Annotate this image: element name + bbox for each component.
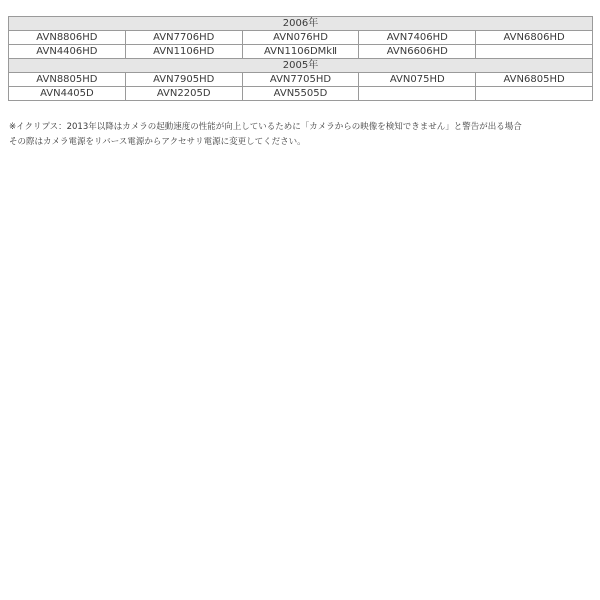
- model-cell: AVN4406HD: [9, 45, 126, 59]
- model-table: [8, 16, 593, 101]
- model-cell: AVN6806HD: [476, 31, 593, 45]
- model-cell: AVN4405D: [9, 87, 126, 101]
- table-row: [9, 31, 593, 45]
- model-cell: AVN8806HD: [9, 31, 126, 45]
- table-row: [9, 73, 593, 87]
- model-cell: AVN5505D: [242, 87, 359, 101]
- year-header-2006: 2006年: [9, 17, 593, 31]
- table-row: [9, 45, 593, 59]
- model-cell: AVN7705HD: [242, 73, 359, 87]
- year-header-2005: 2005年: [9, 59, 593, 73]
- model-cell: AVN075HD: [359, 73, 476, 87]
- model-cell: AVN076HD: [242, 31, 359, 45]
- model-cell: AVN2205D: [125, 87, 242, 101]
- table-row: [9, 87, 593, 101]
- model-cell: AVN7706HD: [125, 31, 242, 45]
- compatibility-note: [9, 120, 594, 150]
- model-cell: AVN6606HD: [359, 45, 476, 59]
- note-line-2: その際はカメラ電源をリバース電源からアクセサリ電源に変更してください。: [9, 137, 306, 147]
- year-header-row: [9, 59, 593, 73]
- note-line-1: ※イクリプス：2013年以降はカメラの起動速度の性能が向上しているために「カメラからの映像を検知できません」と警告が出る場合: [9, 122, 522, 132]
- empty-cell: [476, 87, 593, 101]
- model-cell: AVN1106DMkⅡ: [242, 45, 359, 59]
- empty-cell: [359, 87, 476, 101]
- model-cell: AVN6805HD: [476, 73, 593, 87]
- model-cell: AVN8805HD: [9, 73, 126, 87]
- year-header-row: [9, 17, 593, 31]
- model-cell: AVN7406HD: [359, 31, 476, 45]
- empty-cell: [476, 45, 593, 59]
- model-cell: AVN1106HD: [125, 45, 242, 59]
- model-cell: AVN7905HD: [125, 73, 242, 87]
